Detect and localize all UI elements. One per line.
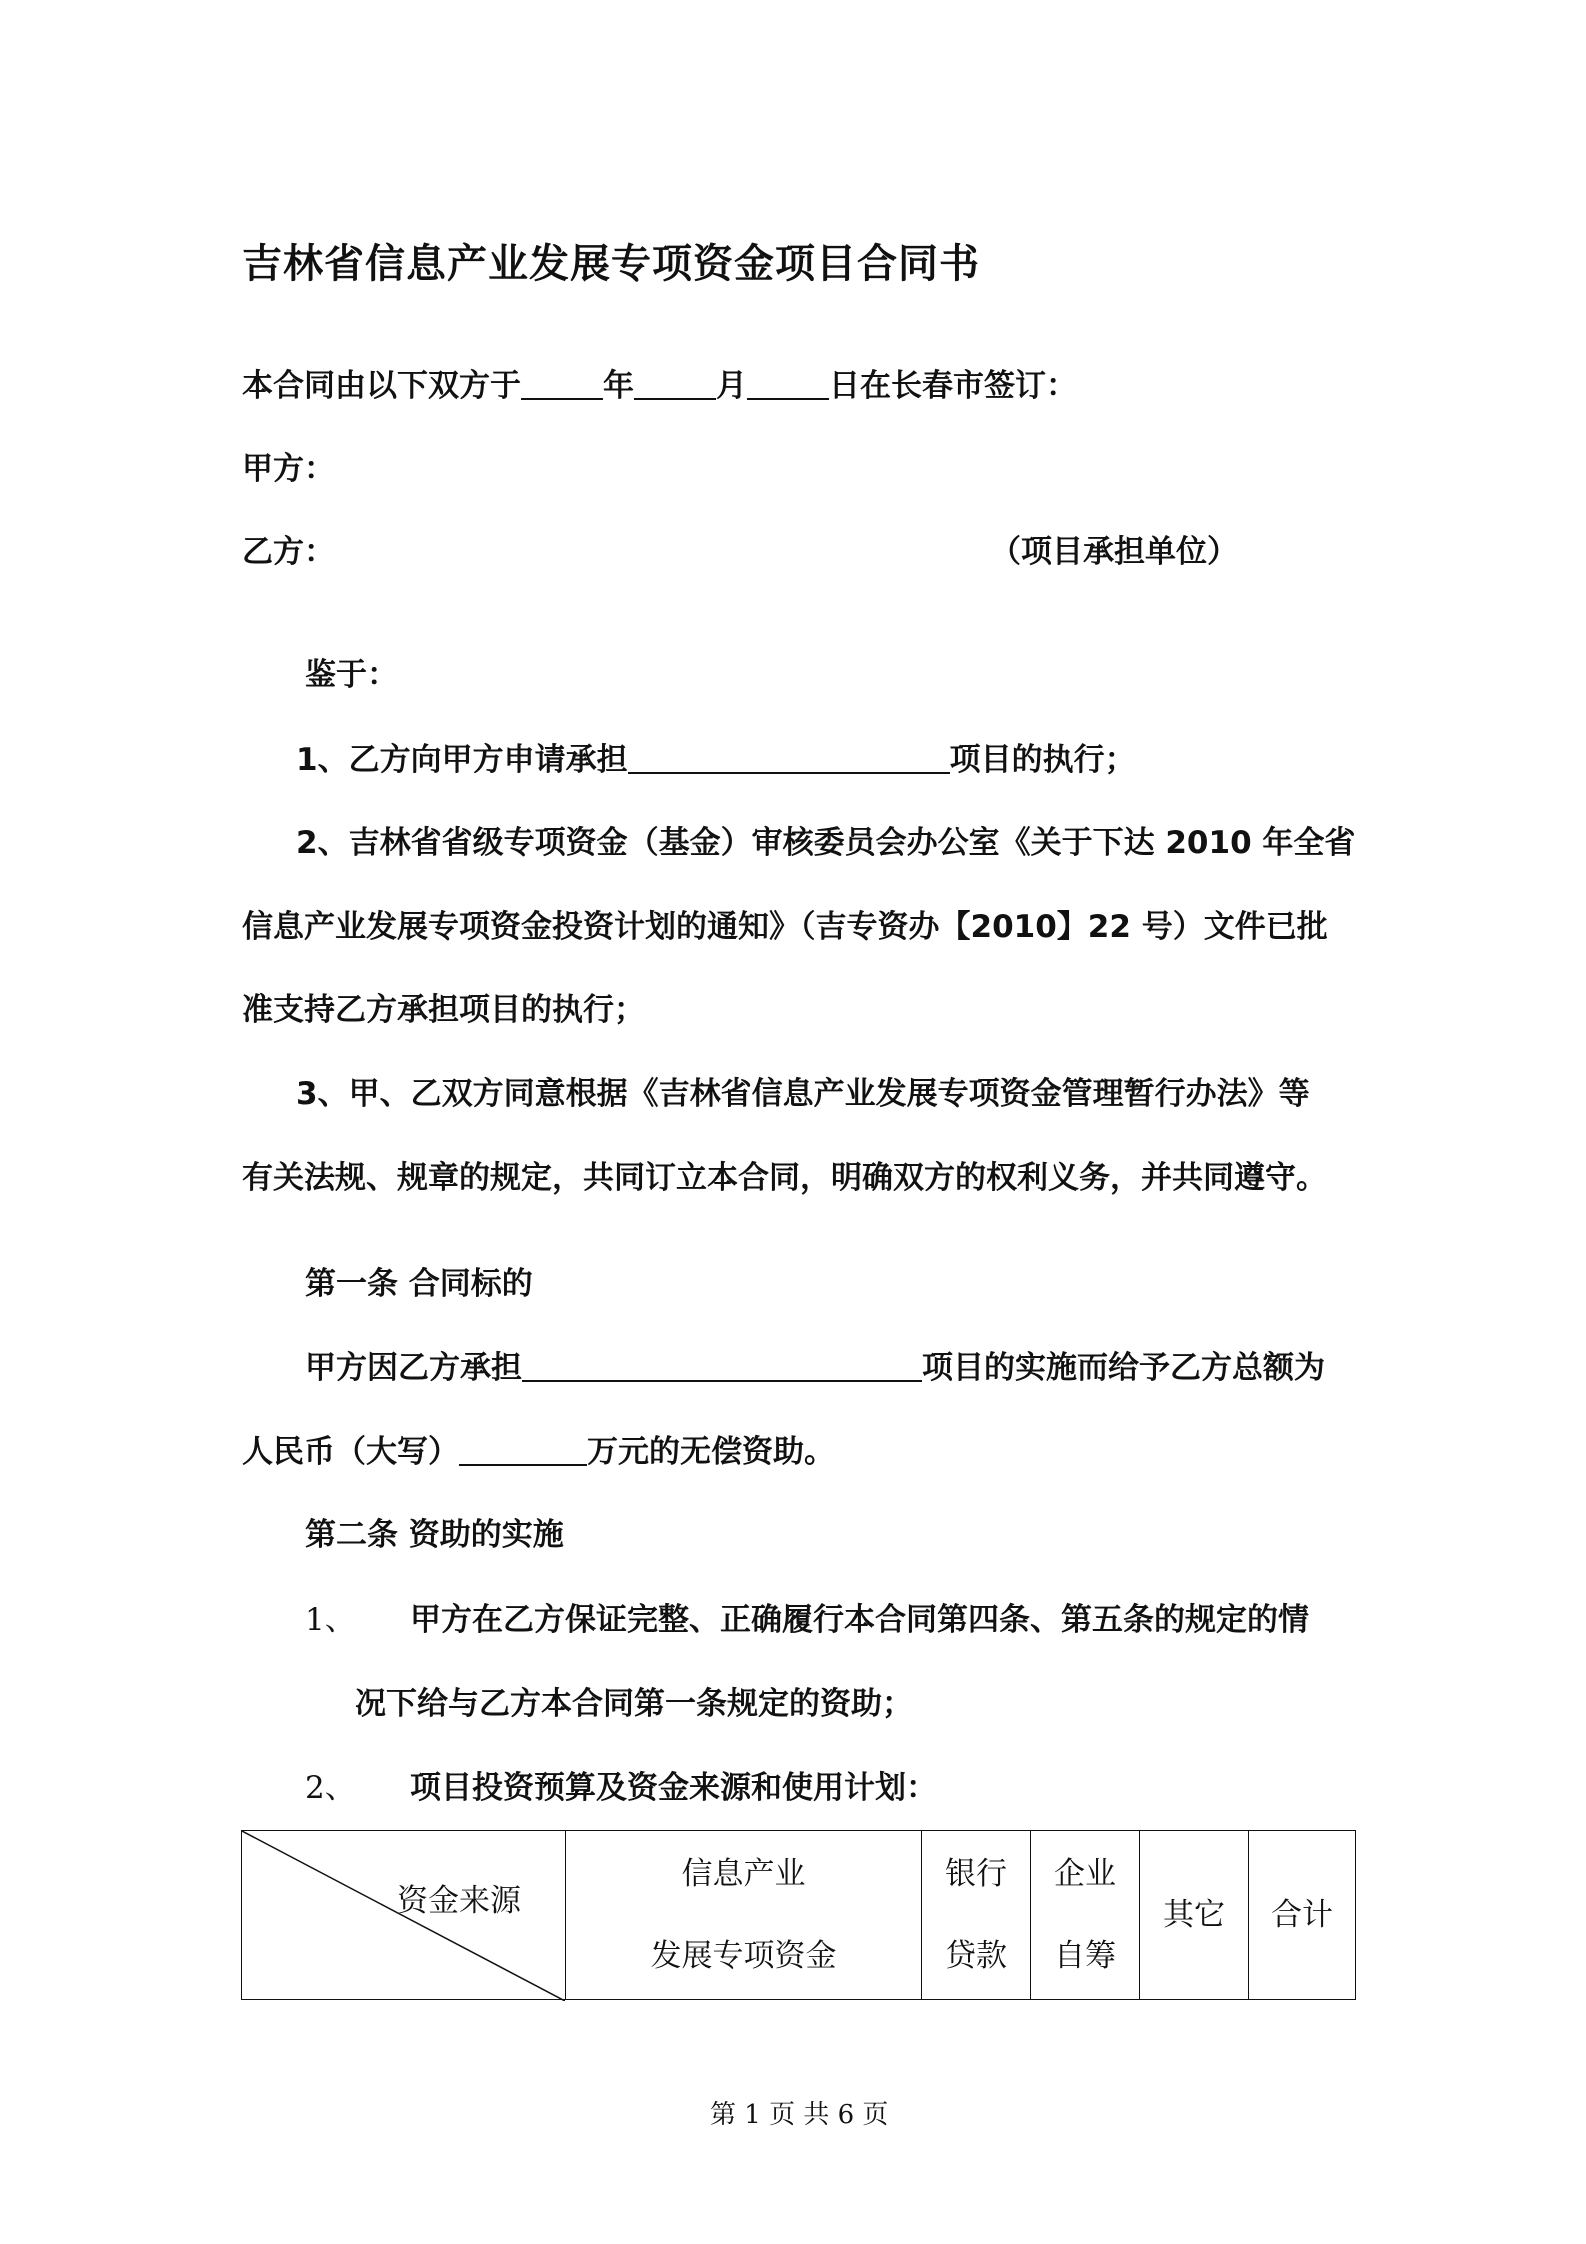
self-raised-line-2: 自筹 [1054,1938,1116,1974]
article-2-sub-2-number: 2、 [305,1770,356,1806]
total-header: 合计 [1249,1831,1356,2000]
amount-suffix: 万元的无偿资助。 [587,1434,835,1470]
article-1-suffix: 项目的实施而给予乙方总额为 [922,1350,1325,1386]
article-1-line-2 [242,1432,835,1472]
amount-prefix: 人民币（大写） [242,1434,459,1470]
self-raised-line-1: 企业 [1054,1856,1116,1892]
bank-loan-line-2: 贷款 [945,1938,1007,1974]
year-label: 年 [603,368,634,404]
signing-suffix: 日在长春市签订： [829,368,1077,404]
page-footer: 第 1 页 共 6 页 [710,2100,889,2130]
project-name-blank [628,742,950,774]
special-fund-line-1: 信息产业 [681,1856,806,1892]
day-blank [747,368,829,400]
party-b-note: （项目承担单位） [990,534,1238,570]
special-fund-header [566,1831,922,2000]
article-1-line-1 [305,1348,1325,1388]
other-header: 其它 [1140,1831,1249,2000]
diagonal-header-cell [242,1831,566,2000]
item-1-suffix: 项目的执行； [949,742,1136,778]
item-3-line-1: 3、甲、乙双方同意根据《吉林省信息产业发展专项资金管理暂行办法》等 [296,1076,1310,1112]
item-2-line-3: 准支持乙方承担项目的执行； [242,992,645,1028]
signing-line [242,366,1077,406]
article-2-sub-2-text: 项目投资预算及资金来源和使用计划： [410,1770,937,1806]
bank-loan-header [922,1831,1031,2000]
party-a: 甲方： [242,451,335,487]
funding-table [241,1830,1356,2000]
month-label: 月 [716,368,747,404]
item-1-prefix: 1、乙方向甲方申请承担 [296,742,628,778]
article-2-sub-1-number: 1、 [305,1602,356,1638]
bank-loan-line-1: 银行 [945,1856,1007,1892]
self-raised-header [1031,1831,1140,2000]
party-b: 乙方： [242,534,335,570]
item-3-line-2: 有关法规、规章的规定，共同订立本合同，明确双方的权利义务，并共同遵守。 [242,1160,1327,1196]
item-1 [296,740,1136,780]
article-1-heading: 第一条 合同标的 [305,1266,533,1302]
document-title: 吉林省信息产业发展专项资金项目合同书 [242,241,980,287]
article-2-sub-1-line-2: 况下给与乙方本合同第一条规定的资助； [355,1686,913,1722]
special-fund-line-2: 发展专项资金 [650,1938,837,1974]
project-blank [522,1350,922,1382]
article-2-heading: 第二条 资助的实施 [305,1517,564,1553]
table-row [242,1831,1356,2000]
item-2-line-1: 2、吉林省省级专项资金（基金）审核委员会办公室《关于下达 2010 年全省 [296,825,1356,861]
amount-blank [459,1434,587,1466]
article-1-prefix: 甲方因乙方承担 [305,1350,522,1386]
item-2-line-2: 信息产业发展专项资金投资计划的通知》（吉专资办【2010】22 号）文件已批 [242,909,1328,945]
funding-source-label: 资金来源 [397,1883,521,1919]
article-2-sub-1-line-1: 甲方在乙方保证完整、正确履行本合同第四条、第五条的规定的情 [410,1602,1309,1638]
year-blank [521,368,603,400]
month-blank [634,368,716,400]
signing-prefix: 本合同由以下双方于 [242,368,521,404]
whereas-heading: 鉴于： [305,657,398,693]
